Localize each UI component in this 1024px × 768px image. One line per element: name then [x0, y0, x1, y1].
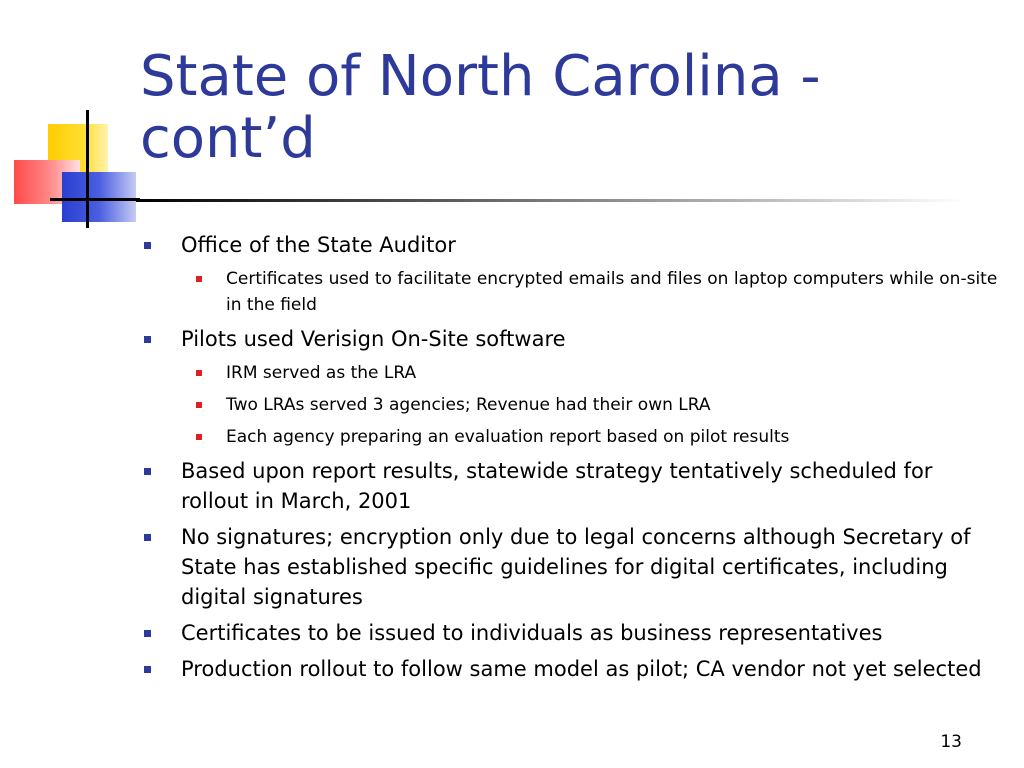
logo-horizontal-line — [50, 198, 140, 201]
sub-bullet-marker — [196, 402, 202, 408]
bullet-marker — [144, 666, 151, 673]
bullet-text: Production rollout to follow same model as pilot; CA vendor not yet selected — [181, 657, 982, 681]
bullet-text: Pilots used Verisign On-Site software — [181, 327, 566, 351]
sub-bullet-text: IRM served as the LRA — [226, 363, 417, 383]
bullet-text: No signatures; encryption only due to legal concerns although Secretary of State has established specific guidelines for digital certificates, including digital signatures — [181, 525, 971, 609]
bullet-marker — [144, 468, 151, 475]
sub-bullet-text: Each agency preparing an evaluation report based on pilot results — [226, 427, 790, 447]
bullet-item — [140, 324, 1000, 354]
sub-bullet-marker — [196, 370, 202, 376]
blue-square — [62, 172, 136, 222]
logo-vertical-line — [86, 110, 89, 228]
page-number: 13 — [940, 732, 962, 752]
bullet-marker — [144, 336, 151, 343]
bullet-text: Office of the State Auditor — [181, 233, 456, 257]
sub-bullet-item — [140, 266, 1000, 318]
sub-bullet-item — [140, 392, 1000, 418]
decorative-squares-logo — [0, 0, 140, 235]
bullet-item — [140, 456, 1000, 516]
sub-bullet-marker — [196, 434, 202, 440]
bullet-item — [140, 654, 1000, 684]
title-underline — [136, 199, 966, 202]
slide-title: State of North Carolina - cont’d — [140, 44, 821, 171]
sub-bullet-item — [140, 360, 1000, 386]
bullet-item — [140, 618, 1000, 648]
bullet-marker — [144, 242, 151, 249]
bullet-text: Based upon report results, statewide strategy tentatively scheduled for rollout in March, 2001 — [181, 459, 933, 513]
sub-bullet-item — [140, 424, 1000, 450]
bullet-marker — [144, 534, 151, 541]
bullet-marker — [144, 630, 151, 637]
bullet-item — [140, 230, 1000, 260]
bullet-text: Certificates to be issued to individuals as business representatives — [181, 621, 883, 645]
bullet-list — [140, 230, 1000, 690]
sub-bullet-text: Certificates used to facilitate encrypted emails and files on laptop computers while on-site in the field — [226, 269, 998, 315]
sub-bullet-text: Two LRAs served 3 agencies; Revenue had their own LRA — [226, 395, 711, 415]
sub-bullet-marker — [196, 276, 202, 282]
bullet-item — [140, 522, 1000, 612]
